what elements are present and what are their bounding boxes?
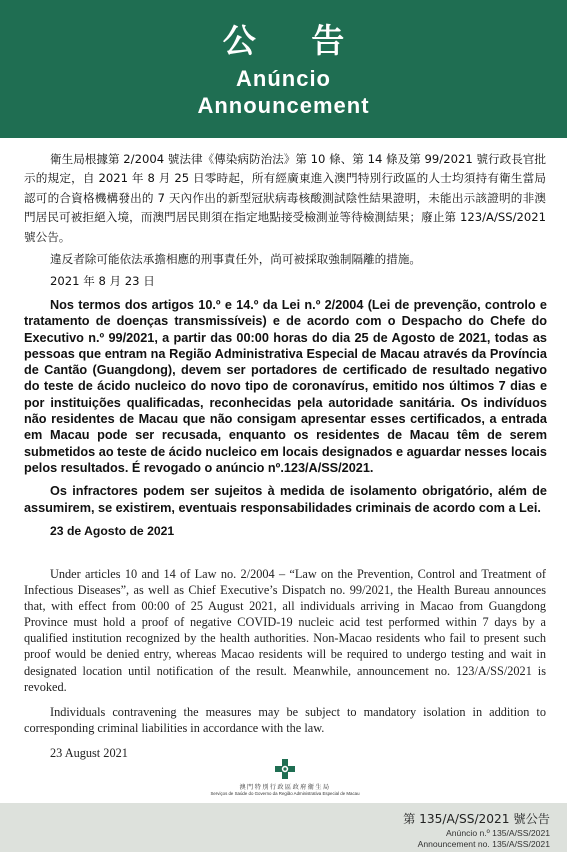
english-date: 23 August 2021	[50, 745, 128, 760]
header-title-en: Announcement	[197, 93, 370, 118]
health-bureau-cross-icon	[274, 758, 296, 780]
header-title-zh: 公 告	[222, 21, 367, 60]
portuguese-section	[24, 297, 547, 539]
chinese-date: 2021 年 8 月 23 日	[50, 274, 155, 289]
chinese-paragraph-1: 衛生局根據第 2/2004 號法律《傳染病防治法》第 10 條、第 14 條及第 99/2021 號行政長官批示的規定，自 2021 年 8 月 25 日零時起，所有經廣東進入澳門特別行政區的人士均須持有衛生當局認可的合資格機構發出的 7 天內作出的新型冠狀病毒核酸測試陰性結果證明，未能出示該證明的非澳門居民可被拒絕入境，而澳門居民則須在指定地點接受檢測並等待檢測結果；廢止第 123/A/SS/2021 號公告。	[24, 152, 546, 244]
reference-number-pt: Anúncio n.º 135/A/SS/2021	[446, 828, 550, 838]
chinese-paragraph-2: 違反者除可能依法承擔相應的刑事責任外，尚可被採取強制隔離的措施。	[50, 252, 422, 267]
english-paragraph-2: Individuals contravening the measures may be subject to mandatory isolation in addition to corresponding criminal liabilities in accordance with the law.	[24, 704, 546, 735]
announcement-footer	[0, 803, 567, 852]
portuguese-paragraph-1: Nos termos dos artigos 10.º e 14.º da Lei n.º 2/2004 (Lei de prevenção, controlo e tratamento de doenças transmissíveis) e de acordo com o Despacho do Chefe do Executivo n.º 99/2021, a partir das 00:00 horas do dia 25 de Agosto de 2021, todas as pessoas que entram na Região Administrativa Especial de Macau através da Província de Cantão (Guangdong), devem ser portadores de certificado de resultado negativo do teste de ácido nucleico do novo tipo de coronavírus, emitido nos últimos 7 dias e por instituições qualificadas, reconhecidas pela autoridade sanitária. Os indivíduos não residentes de Macau que não consigam apresentar esses certificados, a entrada em Macau pode ser recusada, enquanto os residentes de Macau têm de serem submetidos ao teste de ácido nucleico em locais designados e aguardar nesses locais pelos resultados. É revogado o anúncio nº.123/A/SS/2021.	[24, 298, 547, 475]
portuguese-date: 23 de Agosto de 2021	[50, 523, 175, 538]
header-title-pt: Anúncio	[236, 66, 331, 91]
health-bureau-logo	[200, 758, 370, 802]
reference-number-en: Announcement no. 135/A/SS/2021	[417, 839, 550, 849]
reference-number-zh: 第 135/A/SS/2021 號公告	[403, 812, 550, 826]
chinese-section	[24, 150, 546, 292]
english-section	[24, 566, 546, 761]
portuguese-paragraph-2: Os infractores podem ser sujeitos à medida de isolamento obrigatório, além de assumirem, se existirem, eventuais responsabilidades criminais de acordo com a Lei.	[24, 484, 547, 515]
logo-name-zh: 澳門特別行政區政府衛生局	[239, 784, 331, 791]
logo-name-pt: Serviços de Saúde do Governo da Região Administrativa Especial de Macau	[210, 791, 360, 796]
english-paragraph-1: Under articles 10 and 14 of Law no. 2/2004 – “Law on the Prevention, Control and Treatment of Infectious Diseases”, as well as Chief Executive’s Dispatch no. 99/2021, the Health Bureau announces that, with effect from 00:00 of 25 August 2021, all individuals arriving in Macao from Guangdong Province must hold a proof of negative COVID-19 nucleic acid test performed within 7 days by a qualified institution recognized by the health authorities. Non-Macao residents who fail to present such proof would be denied entry, whereas Macao residents will be required to undergo testing and wait in designated location until notification of the result. Meanwhile, announcement no. 123/A/SS/2021 is revoked.	[24, 567, 546, 694]
announcement-header	[0, 0, 567, 138]
